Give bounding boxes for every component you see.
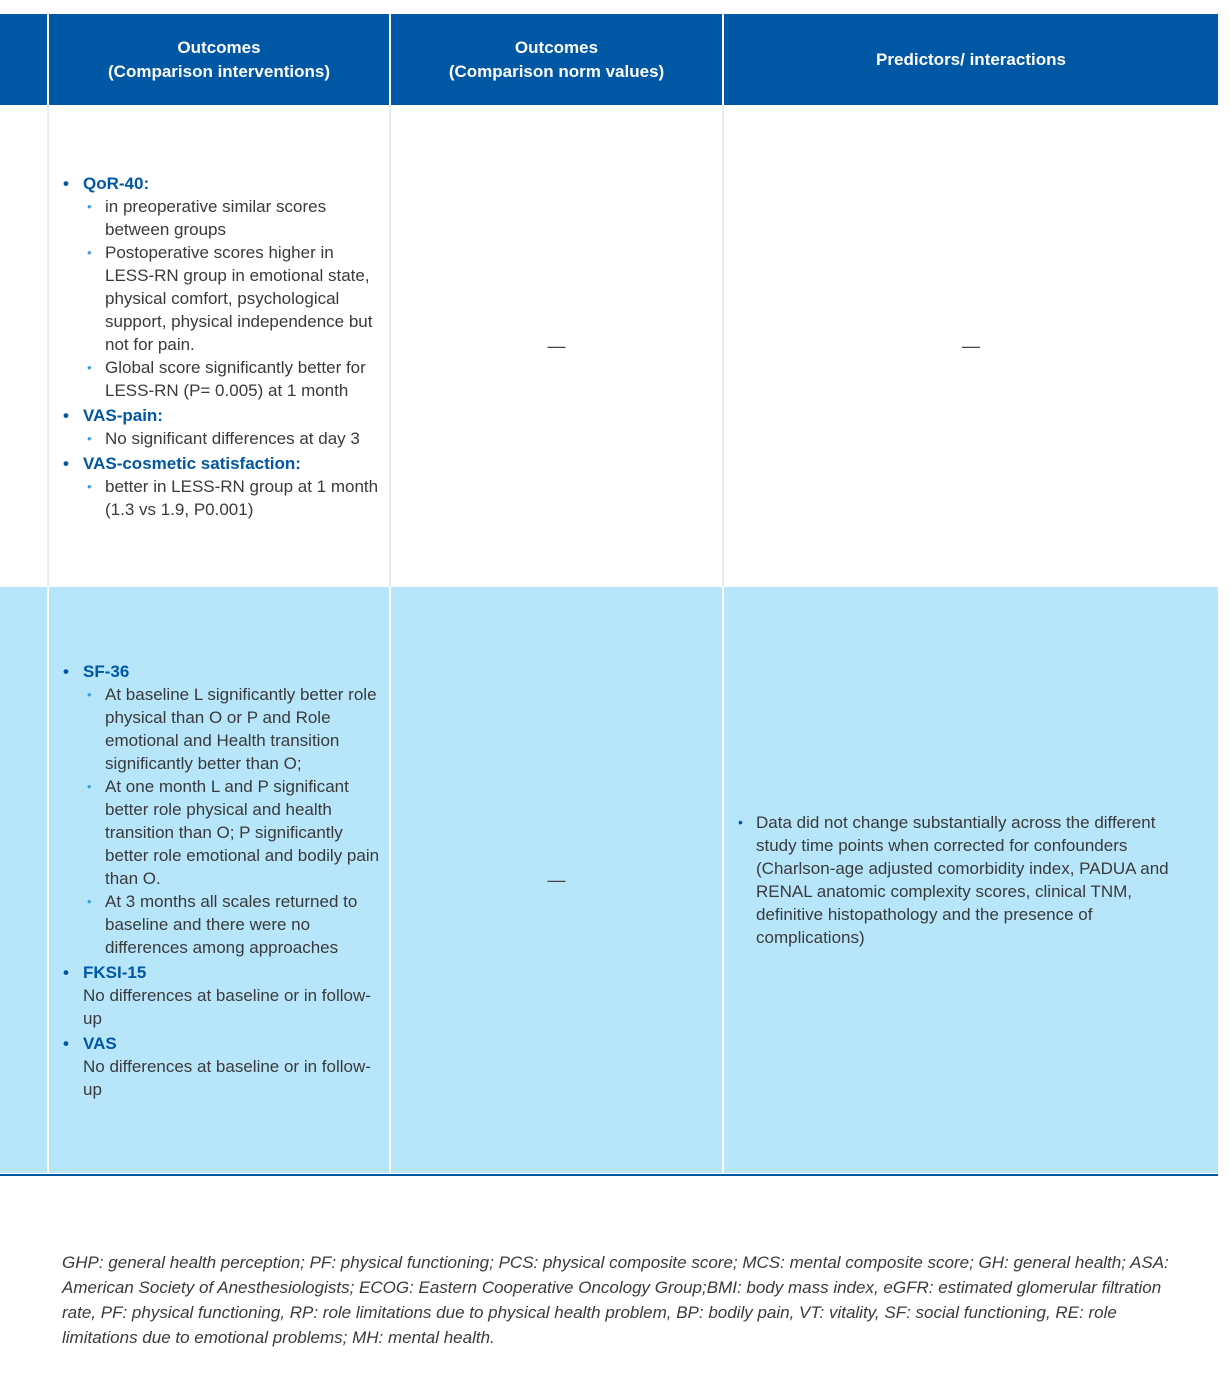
- list-item: • At 3 months all scales returned to baseline and there were no differences among approaches: [83, 890, 381, 959]
- vas-label: • VAS: [83, 1033, 117, 1053]
- norm-values-cell: —: [390, 105, 723, 587]
- vas-pain-sublist: [83, 427, 381, 450]
- outcomes-table-container: [0, 14, 1218, 1173]
- list-item: • better in LESS-RN group at 1 month (1.3 vs 1.9, P0.001): [83, 475, 381, 521]
- list-item: [63, 404, 381, 450]
- predictors-list: [724, 811, 1218, 949]
- abbreviations-footnote: GHP: general health perception; PF: physical functioning; PCS: physical composite score; MCS: mental composite score; GH: general health; ASA: American Society of Anesthesiologists; ECOG: Eastern Cooperative Oncology Group;BMI: body mass index, eGFR: estimated glomerular filtration rate, PF: physical functioning, RP: role limitations due to physical health problem, BP: bodily pain, VT: vitality, SF: social functioning, RE: role limitations due to emotional problems; MH: mental health.: [62, 1253, 1169, 1347]
- header-outcomes-interventions: Outcomes (Comparison interventions): [48, 14, 390, 105]
- list-item: • Global score significantly better for LESS-RN (P= 0.005) at 1 month: [83, 356, 381, 402]
- header-blank-cell: [0, 14, 48, 105]
- outcomes-cell: [48, 105, 390, 587]
- list-item: • No significant differences at day 3: [83, 427, 381, 450]
- table-row: [0, 587, 1218, 1173]
- vas-note: No differences at baseline or in follow- up: [83, 1056, 371, 1099]
- fksi15-note: No differences at baseline or in follow- up: [83, 985, 371, 1028]
- list-item: [63, 1032, 381, 1101]
- list-item: • At baseline L significantly better role physical than O or P and Role emotional and Health transition significantly better than O;: [83, 683, 381, 775]
- list-item: • Data did not change substantially across the different study time points when corrected for confounders (Charlson-age adjusted comorbidity index, PADUA and RENAL anatomic complexity scores, clinical TNM, definitive histopathology and the presence of complications): [738, 811, 1178, 949]
- list-item: • Postoperative scores higher in LESS-RN group in emotional state, physical comfort, psychological support, physical independence but not for pain.: [83, 241, 381, 356]
- qor40-label: • QoR-40:: [83, 173, 150, 193]
- list-item: [63, 660, 381, 959]
- norm-values-cell: —: [390, 587, 723, 1173]
- header-outcomes-norm-values: Outcomes (Comparison norm values): [390, 14, 723, 105]
- vas-pain-label: • VAS-pain:: [83, 405, 163, 425]
- list-item: [63, 961, 381, 1030]
- table-header-row: [0, 14, 1218, 105]
- list-item: [63, 172, 381, 402]
- fksi15-label: • FKSI-15: [83, 962, 147, 982]
- outcomes-table: [0, 14, 1218, 1173]
- vas-cosmetic-sublist: [83, 475, 381, 521]
- qor40-sublist: [83, 195, 381, 402]
- sf36-sublist: [83, 683, 381, 959]
- table-row: [0, 105, 1218, 587]
- outcomes-cell: [48, 587, 390, 1173]
- row-blank-cell: [0, 105, 48, 587]
- outcomes-list: [63, 660, 381, 1101]
- list-item: [63, 452, 381, 521]
- outcomes-list: [63, 172, 381, 521]
- vas-cosmetic-label: • VAS-cosmetic satisfaction:: [83, 453, 301, 473]
- predictors-cell: [723, 587, 1218, 1173]
- sf36-label: • SF-36: [83, 661, 130, 681]
- header-predictors-interactions: Predictors/ interactions: [723, 14, 1218, 105]
- row-blank-cell: [0, 587, 48, 1173]
- list-item: • in preoperative similar scores between groups: [83, 195, 381, 241]
- table-bottom-rule: [0, 1174, 1218, 1176]
- list-item: • At one month L and P significant better role physical and health transition than O; P significantly better role emotional and bodily pain than O.: [83, 775, 381, 890]
- predictors-cell: —: [723, 105, 1218, 587]
